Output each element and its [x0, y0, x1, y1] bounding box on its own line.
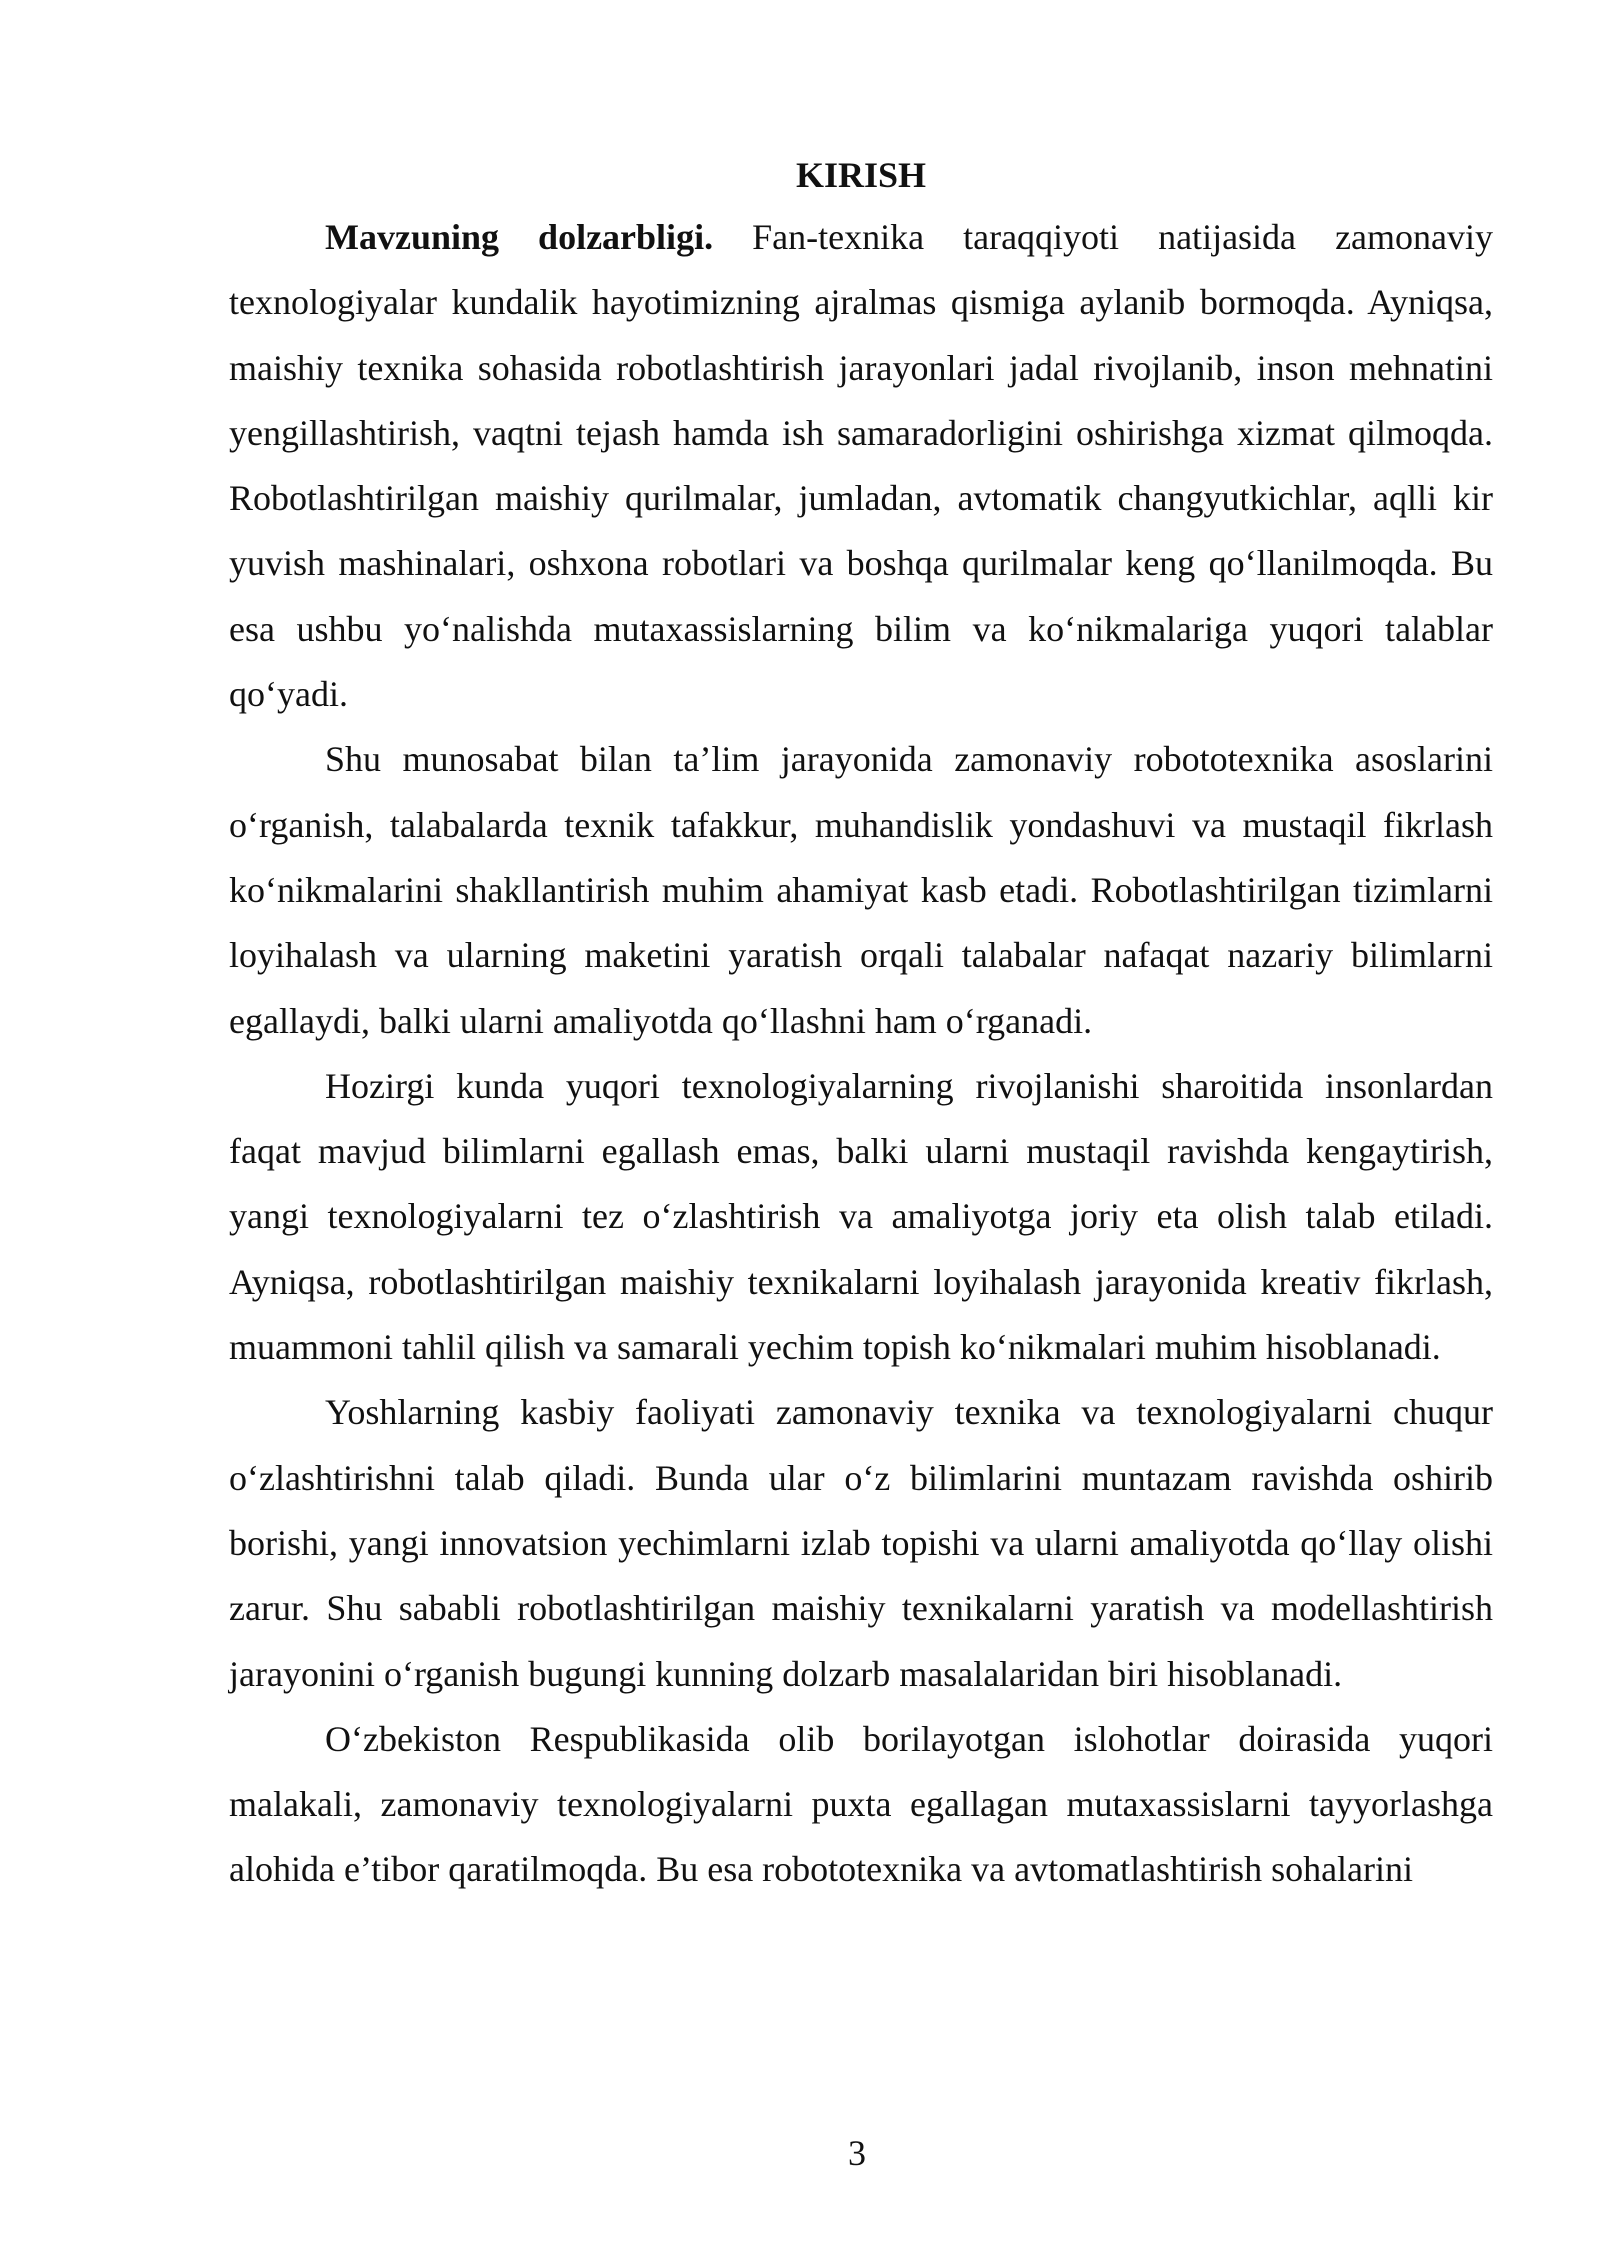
paragraph-text: Shu munosabat bilan ta’lim jarayonida zamonaviy robototexnika asoslarini o‘rganish, talabalarda texnik tafakkur, muhandislik yondashuvi va mustaqil fikrlash ko‘nikmalarini shakllantirish muhim ahamiyat kasb etadi. Robotlashtirilgan tizimlarni loyihalash va ularning maketini yaratish orqali talabalar nafaqat nazariy bilimlarni egallaydi, balki ularni amaliyotda qo‘llashni ham o‘rganadi. — [229, 739, 1493, 1041]
paragraph-lead: Mavzuning dolzarbligi. — [325, 217, 714, 257]
paragraph-text: Yoshlarning kasbiy faoliyati zamonaviy texnika va texnologiyalarni chuqur o‘zlashtirishni talab qiladi. Bunda ular o‘z bilimlarini muntazam ravishda oshirib borishi, yangi innovatsion yechimlarni izlab topishi va ularni amaliyotda qo‘llay olishi zarur. Shu sababli robotlashtirilgan maishiy texnikalarni yaratish va modellashtirish jarayonini o‘rganish bugungi kunning dolzarb masalalaridan biri hisoblanadi. — [229, 1392, 1493, 1694]
paragraph-text: O‘zbekiston Respublikasida olib borilayotgan islohotlar doirasida yuqori malakali, zamonaviy texnologiyalarni puxta egallagan mutaxassislarni tayyorlashga alohida e’tibor qaratilmoqda. Bu esa robototexnika va avtomatlashtirish sohalarini — [229, 1718, 1493, 1890]
paragraph-4 — [229, 1380, 1493, 1706]
paragraph-5 — [229, 1707, 1493, 1903]
paragraph-text: Fan-texnika taraqqiyoti natijasida zamonaviy texnologiyalar kundalik hayotimizning ajralmas qismiga aylanib bormoqda. Ayniqsa, maishiy texnika sohasida robotlashtirish jarayonlari jadal rivojlanib, inson mehnatini yengillashtirish, vaqtni tejash hamda ish samaradorligini oshirishga xizmat qilmoqda. Robotlashtirilgan maishiy qurilmalar, jumladan, avtomatik changyutkichlar, aqlli kir yuvish mashinalari, oshxona robotlari va boshqa qurilmalar keng qo‘llanilmoqda. Bu esa ushbu yo‘nalishda mutaxassislarning bilim va ko‘nikmalariga yuqori talablar qo‘yadi. — [229, 217, 1494, 715]
paragraph-1 — [229, 205, 1493, 727]
page-number: 3 — [848, 2133, 866, 2173]
paragraph-3 — [229, 1054, 1493, 1380]
page-content — [229, 145, 1493, 1903]
paragraph-text: Hozirgi kunda yuqori texnologiyalarning rivojlanishi sharoitida insonlardan faqat mavjud bilimlarni egallash emas, balki ularni mustaqil ravishda kengaytirish, yangi texnologiyalarni tez o‘zlashtirish va amaliyotga joriy eta olish talab etiladi. Ayniqsa, robotlashtirilgan maishiy texnikalarni loyihalash jarayonida kreativ fikrlash, muammoni tahlil qilish va samarali yechim topish ko‘nikmalari muhim hisoblanadi. — [229, 1065, 1493, 1368]
paragraph-2 — [229, 727, 1493, 1053]
section-heading: KIRISH — [795, 155, 927, 195]
